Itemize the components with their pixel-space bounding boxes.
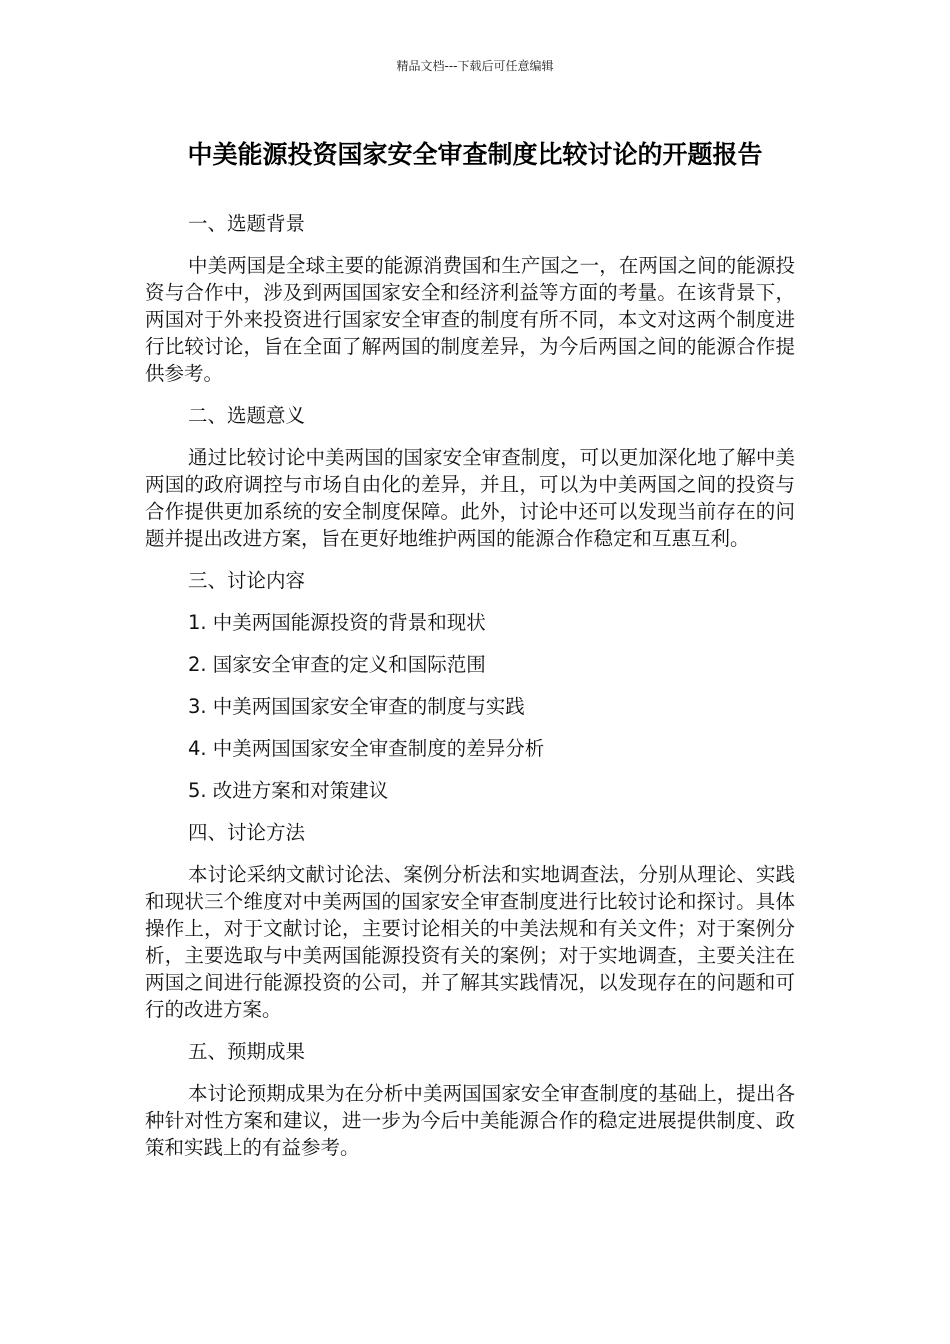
- section-heading-content: 三、讨论内容: [188, 569, 306, 592]
- section-heading-background: 一、选题背景: [188, 212, 306, 235]
- list-item: 4. 中美两国国家安全审查制度的差异分析: [188, 737, 545, 760]
- paragraph-method: 本讨论采纳文献讨论法、案例分析法和实地调查法，分别从理论、实践和现状三个维度对中美两国的国家安全审查制度进行比较讨论和探讨。具体操作上，对于文献讨论，主要讨论相关的中美法规和有关文件；对于案例分析，主要选取与中美两国能源投资有关的案例；对于实地调查，主要关注在两国之间进行能源投资的公司，并了解其实践情况，以发现存在的问题和可行的改进方案。: [145, 863, 795, 1021]
- list-item: 2. 国家安全审查的定义和国际范围: [188, 653, 486, 676]
- page-header-note: 精品文档---下载后可任意编辑: [396, 59, 554, 73]
- paragraph-significance: 通过比较讨论中美两国的国家安全审查制度，可以更加深化地了解中美两国的政府调控与市场自由化的差异，并且，可以为中美两国之间的投资与合作提供更加系统的安全制度保障。此外，讨论中还可以发现当前存在的问题并提出改进方案，旨在更好地维护两国的能源合作稳定和互惠互利。: [145, 446, 795, 550]
- section-heading-significance: 二、选题意义: [188, 404, 306, 427]
- list-item: 1. 中美两国能源投资的背景和现状: [188, 611, 486, 634]
- list-item: 3. 中美两国国家安全审查的制度与实践: [188, 695, 525, 718]
- paragraph-outcome: 本讨论预期成果为在分析中美两国国家安全审查制度的基础上，提出各种针对性方案和建议，进一步为今后中美能源合作的稳定进展提供制度、政策和实践上的有益参考。: [145, 1082, 795, 1159]
- paragraph-background: 中美两国是全球主要的能源消费国和生产国之一，在两国之间的能源投资与合作中，涉及到两国国家安全和经济利益等方面的考量。在该背景下，两国对于外来投资进行国家安全审查的制度有所不同，本文对这两个制度进行比较讨论，旨在全面了解两国的制度差异，为今后两国之间的能源合作提供参考。: [145, 254, 795, 385]
- section-heading-method: 四、讨论方法: [188, 821, 306, 844]
- document-body: [145, 210, 795, 1176]
- section-heading-outcome: 五、预期成果: [188, 1040, 306, 1063]
- document-title: 中美能源投资国家安全审查制度比较讨论的开题报告: [187, 140, 763, 169]
- list-item: 5. 改进方案和对策建议: [188, 779, 389, 802]
